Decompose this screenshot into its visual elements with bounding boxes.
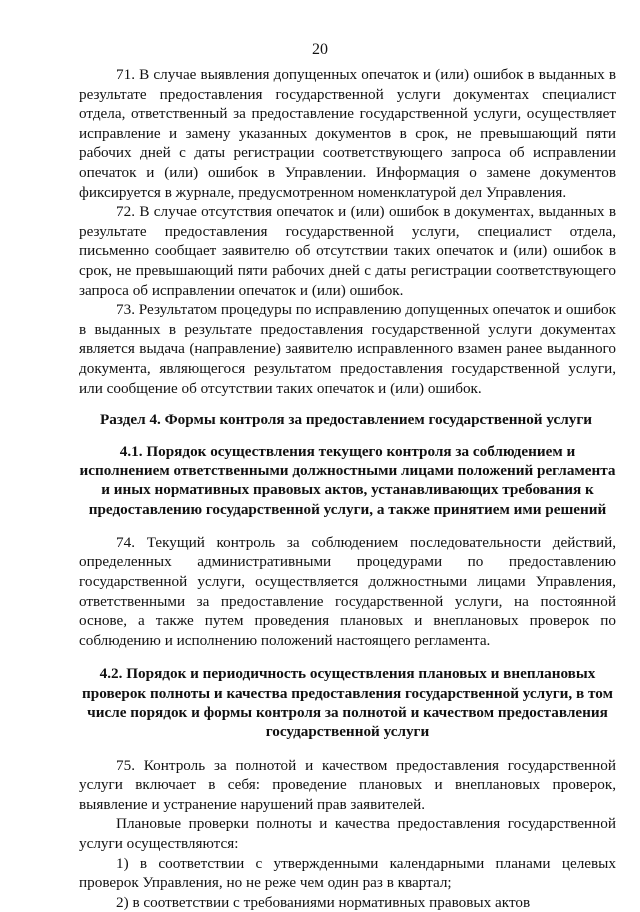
subsection-4-1-heading: 4.1. Порядок осуществления текущего контроля за соблюдением и исполнением ответственными должностными лицами положений регламента и иных нормативных правовых актов, устанавливающих требования к предоставлению государственной услуги, а также принятием ими решений — [79, 442, 616, 518]
paragraph-72: 72. В случае отсутствия опечаток и (или) ошибок в документах, выданных в результате предоставления государственной услуги, специалист отдела, письменно сообщает заявителю об отсутствии таких опечаток и (или) ошибок в срок, не превышающий пяти рабочих дней с даты регистрации соответствующего запроса об исправлении опечаток и (или) ошибок. — [79, 203, 616, 299]
paragraph-73: 73. Результатом процедуры по исправлению допущенных опечаток и ошибок в выданных в результате предоставления государственной услуги документах является выдача (направление) заявителю исправленного взамен ранее выданного документа, являющегося результатом предоставления государственной услуги, или сообщение об отсутствии таких опечаток и (или) ошибок. — [79, 301, 616, 397]
list-item-2: 2) в соответствии с требованиями нормативных правовых актов — [116, 893, 531, 911]
paragraph-75-planned-checks: Плановые проверки полноты и качества предоставления государственной услуги осуществляются: — [79, 815, 616, 852]
document-body — [79, 65, 616, 912]
paragraph-74: 74. Текущий контроль за соблюдением последовательности действий, определенных административными процедурами по предоставлению государственной услуги, осуществляется должностными лицами Управления, ответственными за предоставление государственной услуги, на постоянной основе, а также путем проведения плановых и внеплановых проверок по соблюдению и исполнению положений настоящего регламента. — [79, 533, 616, 649]
paragraph-71: 71. В случае выявления допущенных опечаток и (или) ошибок в выданных в результате предоставления государственной услуги документах специалист отдела, ответственный за предоставление государственной услуги, осуществляет исправление и замену указанных документов в срок, не превышающий пяти рабочих дней с даты регистрации соответствующего запроса об исправлении опечаток и (или) ошибок в Управлении. Информация о замене документов фиксируется в журнале, предусмотренном номенклатурой дел Управления. — [79, 66, 616, 201]
subsection-4-2-heading: 4.2. Порядок и периодичность осуществления плановых и внеплановых проверок полноты и качества предоставления государственной услуги, в том числе порядок и формы контроля за полнотой и качеством предоставления государственной услуги — [82, 665, 613, 741]
paragraph-75: 75. Контроль за полнотой и качеством предоставления государственной услуги включает в себя: проведение плановых и внеплановых проверок, выявление и устранение нарушений прав заявителей. — [79, 756, 616, 813]
section-4-heading: Раздел 4. Формы контроля за предоставлением государственной услуги — [100, 411, 592, 429]
page-number: 20 — [312, 41, 328, 58]
list-item-1: 1) в соответствии с утвержденными календарными планами целевых проверок Управления, но не реже чем один раз в квартал; — [79, 854, 616, 892]
